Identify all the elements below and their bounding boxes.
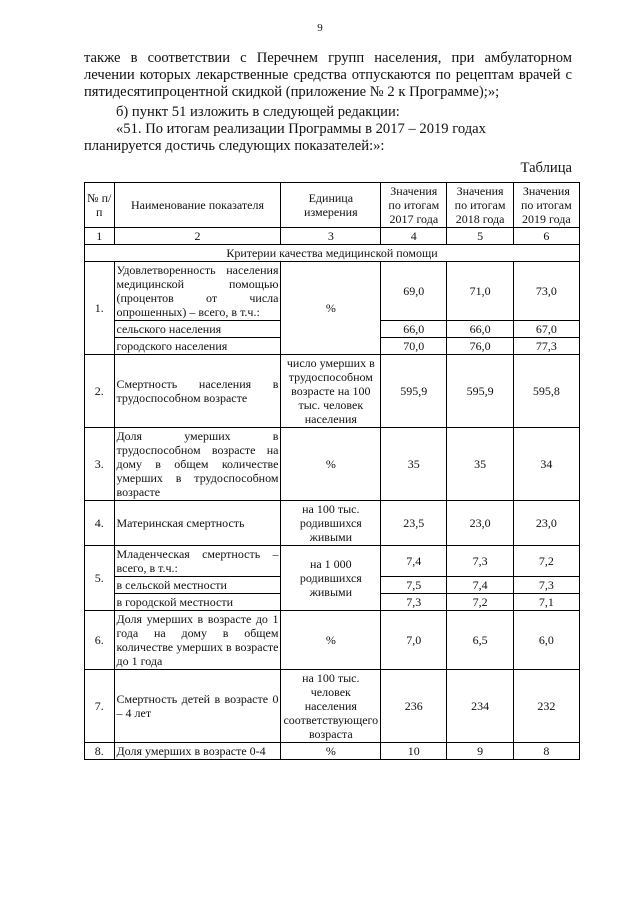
row-unit: % [281,611,381,670]
subrow-value-2019: 67,0 [513,321,579,338]
table-row [85,428,580,501]
paragraph-clause-51 [84,121,572,155]
header-2017: Значения по итогам 2017 года [381,183,447,228]
row-number: 3. [85,428,115,501]
header-2019: Значения по итогам 2019 года [513,183,579,228]
header-unit: Единица измерения [281,183,381,228]
row-name: Удовлетворенность населения медицинской помощью (процентов от числа опрошенных) – всего, в т.ч.: [114,262,281,321]
paragraph-intro: также в соответствии с Перечнем групп населения, при амбулаторном лечении которых лекарственные средства отпускаются по рецептам врачей с пятидесятипроцентной скидкой (приложение № 2 к Программе);»; [84,50,572,100]
row-name: Смертность населения в трудоспособном возрасте [114,355,281,428]
row-value-2017: 7,4 [381,546,447,577]
col-index-6: 6 [513,228,579,245]
row-number: 4. [85,501,115,546]
row-unit: % [281,428,381,501]
table-row [85,611,580,670]
subrow-value-2019: 7,3 [513,577,579,594]
row-unit: число умерших в трудоспособном возрасте на 100 тыс. человек населения [281,355,381,428]
col-index-1: 1 [85,228,115,245]
row-name: Смертность детей в возрасте 0 – 4 лет [114,670,281,743]
row-unit: % [281,743,381,760]
col-index-5: 5 [447,228,513,245]
row-number: 1. [85,262,115,355]
subrow-value-2018: 7,2 [447,594,513,611]
row-value-2018: 35 [447,428,513,501]
subrow-value-2018: 66,0 [447,321,513,338]
section-row [85,245,580,262]
row-value-2019: 23,0 [513,501,579,546]
table-row [85,262,580,321]
row-value-2017: 35 [381,428,447,501]
section-title: Критерии качества медицинской помощи [85,245,580,262]
row-unit: % [281,262,381,355]
table-row [85,355,580,428]
row-unit: на 100 тыс. родившихся живыми [281,501,381,546]
table-row [85,743,580,760]
row-value-2017: 595,9 [381,355,447,428]
row-value-2018: 9 [447,743,513,760]
row-name: Младенческая смертность – всего, в т.ч.: [114,546,281,577]
col-index-4: 4 [381,228,447,245]
subrow-value-2017: 7,5 [381,577,447,594]
clause-51-line-2: планируется достичь следующих показателей:»: [84,138,385,154]
row-value-2017: 7,0 [381,611,447,670]
row-value-2017: 10 [381,743,447,760]
subrow-value-2019: 77,3 [513,338,579,355]
table-row [85,670,580,743]
clause-51-line-1: «51. По итогам реализации Программы в 2017 – 2019 годах [116,121,486,137]
row-value-2019: 34 [513,428,579,501]
subrow-value-2017: 7,3 [381,594,447,611]
row-value-2018: 71,0 [447,262,513,321]
page-number: 9 [317,22,323,34]
column-index-row [85,228,580,245]
indicators-table [84,182,580,760]
row-number: 5. [85,546,115,611]
row-value-2018: 23,0 [447,501,513,546]
row-value-2017: 69,0 [381,262,447,321]
row-value-2018: 7,3 [447,546,513,577]
row-number: 7. [85,670,115,743]
row-name: Доля умерших в возрасте 0-4 [114,743,281,760]
row-number: 2. [85,355,115,428]
subrow-value-2018: 76,0 [447,338,513,355]
row-value-2019: 232 [513,670,579,743]
row-number: 6. [85,611,115,670]
header-num: № п/п [85,183,115,228]
row-number: 8. [85,743,115,760]
header-name: Наименование показателя [114,183,281,228]
row-value-2018: 595,9 [447,355,513,428]
row-name: Доля умерших в трудоспособном возрасте на дому в общем количестве умерших в трудоспособном возрасте [114,428,281,501]
subrow-name: сельского населения [114,321,281,338]
row-name: Материнская смертность [114,501,281,546]
row-unit: на 1 000 родившихся живыми [281,546,381,611]
row-name: Доля умерших в возрасте до 1 года на дому в общем количестве умерших в возрасте до 1 года [114,611,281,670]
row-unit: на 100 тыс. человек населения соответствующего возраста [281,670,381,743]
subrow-name: в городской местности [114,594,281,611]
row-value-2017: 23,5 [381,501,447,546]
subrow-name: городского населения [114,338,281,355]
header-2018: Значения по итогам 2018 года [447,183,513,228]
subrow-name: в сельской местности [114,577,281,594]
subrow-value-2017: 66,0 [381,321,447,338]
row-value-2019: 595,8 [513,355,579,428]
row-value-2019: 6,0 [513,611,579,670]
row-value-2019: 7,2 [513,546,579,577]
subrow-value-2018: 7,4 [447,577,513,594]
row-value-2019: 8 [513,743,579,760]
table-row [85,501,580,546]
subrow-value-2019: 7,1 [513,594,579,611]
paragraph-item-b: б) пункт 51 изложить в следующей редакции: [116,104,400,120]
col-index-3: 3 [281,228,381,245]
subrow-value-2017: 70,0 [381,338,447,355]
table-header-row [85,183,580,228]
row-value-2019: 73,0 [513,262,579,321]
row-value-2018: 6,5 [447,611,513,670]
row-value-2017: 236 [381,670,447,743]
col-index-2: 2 [114,228,281,245]
row-value-2018: 234 [447,670,513,743]
table-row [85,546,580,577]
table-caption: Таблица [520,160,572,176]
